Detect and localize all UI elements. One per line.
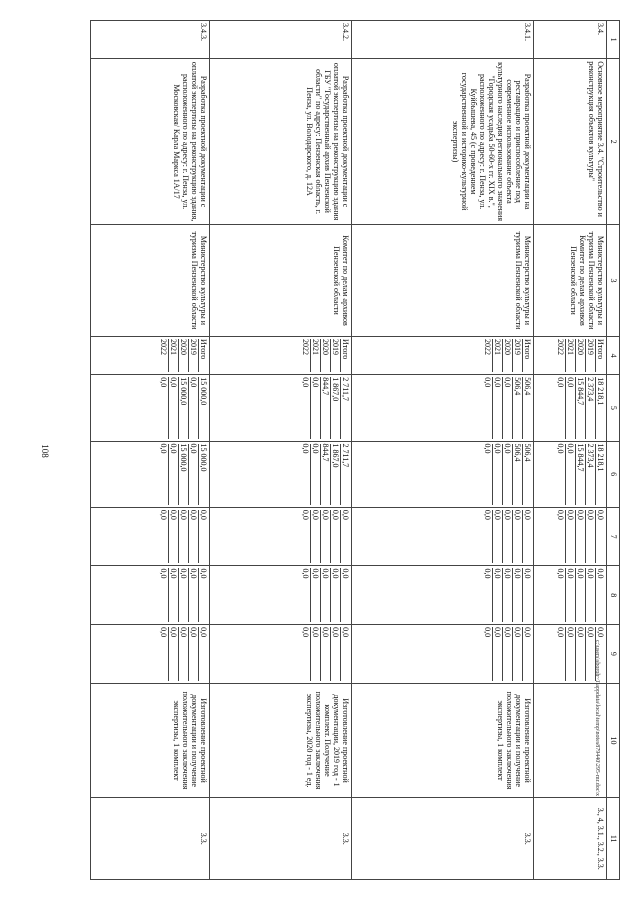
- year-value: 2021: [566, 339, 576, 372]
- amount-value: 0,0: [513, 627, 523, 681]
- year-value: 2020: [321, 339, 331, 372]
- amount-value: 0,0: [311, 377, 321, 438]
- amount-value: 0,0: [331, 510, 341, 564]
- amount-value: 0,0: [159, 568, 169, 622]
- amount-value: 0,0: [301, 444, 311, 505]
- amount-value: 0,0: [483, 377, 493, 438]
- amount-value: 0,0: [311, 568, 321, 622]
- amount-value: 0,0: [198, 568, 208, 579]
- funding-cell-8: [91, 566, 210, 625]
- header-cell: 2: [607, 59, 620, 225]
- amount-value: 0,0: [179, 627, 189, 681]
- amount-value: 15 000,0: [198, 443, 208, 472]
- amount-value: 0,0: [503, 510, 513, 564]
- amount-value: 844,7: [321, 444, 331, 505]
- amount-value: 0,0: [311, 510, 321, 564]
- amount-value: 0,0: [522, 627, 532, 638]
- year-value: Итого: [596, 339, 606, 360]
- amount-value: 15 844,7: [576, 444, 586, 505]
- amount-value: 0,0: [321, 568, 331, 622]
- year-value: Итого: [341, 339, 351, 360]
- indicator-link: 3., 4, 3.1., 3.2., 3.3.: [533, 798, 606, 880]
- amount-value: 15 000,0: [179, 444, 189, 505]
- row-number: 3.4.: [533, 21, 606, 59]
- funding-cell-8: [533, 566, 606, 625]
- amount-value: 1 867,0: [331, 377, 341, 438]
- header-cell: 11: [607, 798, 620, 880]
- year-value: 2019: [586, 339, 596, 372]
- amount-value: 0,0: [586, 627, 596, 681]
- amount-value: 0,0: [556, 377, 566, 438]
- year-value: 2020: [179, 339, 189, 372]
- year-value: 2019: [331, 339, 341, 372]
- footer-file-path: c:\users\sboroh~1\appdata\local\temp\notes879440\295-mr.doc\x: [594, 640, 600, 797]
- year-value: 2022: [159, 339, 169, 372]
- amount-value: 844,7: [321, 377, 331, 438]
- amount-value: 0,0: [311, 444, 321, 505]
- total-funding-cell: [533, 375, 606, 441]
- funding-cell-7: [352, 507, 533, 566]
- executor-text: Министерство культуры и туризма Пензенской области Комитет по делам архивов Пензенской области: [533, 224, 606, 336]
- total-funding-cell: [352, 375, 533, 441]
- amount-value: 0,0: [189, 568, 199, 622]
- indicator-link: 3.3.: [91, 798, 210, 880]
- year-value: 2022: [483, 339, 493, 372]
- year-value: 2020: [503, 339, 513, 372]
- header-row: [607, 21, 620, 880]
- amount-value: 15 000,0: [198, 377, 208, 406]
- executor-text: Министерство культуры и туризма Пензенской области: [91, 224, 210, 336]
- amount-value: 0,0: [311, 627, 321, 681]
- rotated-table-container: [90, 20, 620, 880]
- amount-value: 0,0: [483, 444, 493, 505]
- amount-value: 0,0: [576, 568, 586, 622]
- amount-value: 0,0: [493, 627, 503, 681]
- executor-text: Министерство культуры и туризма Пензенской области: [352, 224, 533, 336]
- amount-value: 1 867,0: [331, 444, 341, 505]
- header-cell: 8: [607, 566, 620, 625]
- amount-value: 0,0: [522, 509, 532, 520]
- year-value: 2022: [556, 339, 566, 372]
- amount-value: 0,0: [341, 568, 351, 579]
- amount-value: 0,0: [503, 377, 513, 438]
- amount-value: 0,0: [179, 568, 189, 622]
- amount-value: 0,0: [189, 627, 199, 681]
- regional-funding-cell: [209, 441, 352, 507]
- amount-value: 2 373,4: [586, 444, 596, 505]
- amount-value: 0,0: [522, 568, 532, 579]
- activity-text: Разработка проектной документации на реставрацию и приспособление под современное использование объекта культурного наследия регионального значения "Городская усадьба 50-60-х гг. XIX в.", расположенного по адресу: г. Пенза, ул. Куйбышева, 45 (с проведением государственной и историко-культурной экспертизы): [352, 59, 533, 225]
- amount-value: 0,0: [341, 627, 351, 638]
- amount-value: 0,0: [556, 627, 566, 681]
- result-text: Изготовление проектной документации, 2019 год - 1 комплект. Получение положительного заключения экспертизы, 2020 год - 1 ед.: [209, 683, 352, 798]
- amount-value: 2 711,7: [341, 443, 351, 468]
- amount-value: 0,0: [493, 444, 503, 505]
- amount-value: 0,0: [493, 568, 503, 622]
- amount-value: 0,0: [159, 627, 169, 681]
- row-number: 3.4.1.: [352, 21, 533, 59]
- executor-text: Комитет по делам архивов Пензенской области: [209, 224, 352, 336]
- year-value: 2020: [576, 339, 586, 372]
- amount-value: 0,0: [198, 509, 208, 520]
- funding-cell-7: [91, 507, 210, 566]
- amount-value: 0,0: [179, 510, 189, 564]
- amount-value: 0,0: [566, 377, 576, 438]
- amount-value: 506,4: [513, 444, 523, 505]
- indicator-link: 3.3.: [352, 798, 533, 880]
- amount-value: 0,0: [513, 568, 523, 622]
- activity-text: Основное мероприятие 3.4. "Строительство и реконструкция объектов культуры": [533, 59, 606, 225]
- amount-value: 0,0: [301, 568, 311, 622]
- amount-value: 0,0: [586, 510, 596, 564]
- year-value: Итого: [198, 339, 208, 360]
- year-value: 2021: [311, 339, 321, 372]
- year-value: 2022: [301, 339, 311, 372]
- amount-value: 0,0: [331, 627, 341, 681]
- activity-text: Разработка проектной документации с оплатой экспертизы на реконструкцию здания ГБУ "Государственный архив Пензенской области" по адресу: Пензенская область, г. Пенза, ул. Володарского, д. 12А: [209, 59, 352, 225]
- amount-value: 0,0: [159, 444, 169, 505]
- amount-value: 0,0: [301, 377, 311, 438]
- funding-cell-8: [209, 566, 352, 625]
- year-value: 2019: [513, 339, 523, 372]
- header-cell: 1: [607, 21, 620, 59]
- amount-value: 0,0: [596, 627, 606, 638]
- activity-text: Разработка проектной документации с оплатой экспертизы на реконструкцию здания, расположенного по адресу: г. Пенза, ул. Московская/ Карла Маркса 1А/17: [91, 59, 210, 225]
- amount-value: 0,0: [596, 568, 606, 579]
- years-cell: [209, 337, 352, 375]
- amount-value: 0,0: [493, 377, 503, 438]
- amount-value: 0,0: [301, 510, 311, 564]
- table-row: [209, 21, 352, 880]
- year-value: Итого: [522, 339, 532, 360]
- amount-value: 0,0: [483, 510, 493, 564]
- table-row: [352, 21, 533, 880]
- amount-value: 0,0: [301, 627, 311, 681]
- amount-value: 0,0: [321, 510, 331, 564]
- header-cell: 3: [607, 224, 620, 336]
- amount-value: 2 373,4: [586, 377, 596, 438]
- total-funding-cell: [209, 375, 352, 441]
- amount-value: 0,0: [566, 568, 576, 622]
- regional-funding-cell: [352, 441, 533, 507]
- total-funding-cell: [91, 375, 210, 441]
- amount-value: 0,0: [556, 444, 566, 505]
- year-value: 2021: [169, 339, 179, 372]
- amount-value: 0,0: [189, 510, 199, 564]
- table-row: [91, 21, 210, 880]
- amount-value: 0,0: [503, 568, 513, 622]
- amount-value: 0,0: [566, 444, 576, 505]
- years-cell: [91, 337, 210, 375]
- header-cell: 9: [607, 625, 620, 684]
- regional-funding-cell: [533, 441, 606, 507]
- amount-value: 0,0: [556, 568, 566, 622]
- row-number: 3.4.2.: [209, 21, 352, 59]
- amount-value: 506,4: [513, 377, 523, 438]
- funding-cell-8: [352, 566, 533, 625]
- amount-value: 0,0: [159, 510, 169, 564]
- amount-value: 0,0: [341, 509, 351, 520]
- year-value: 2021: [493, 339, 503, 372]
- amount-value: 0,0: [169, 444, 179, 505]
- header-cell: 10: [607, 683, 620, 798]
- result-text: Изготовление проектной документации и получение положительного заключения экспертизы, 1 комплект: [91, 683, 210, 798]
- amount-value: 15 000,0: [179, 377, 189, 438]
- funding-cell-7: [533, 507, 606, 566]
- funding-cell-9: [352, 625, 533, 684]
- program-activities-table: [90, 20, 620, 880]
- amount-value: 15 844,7: [576, 377, 586, 438]
- amount-value: 0,0: [169, 568, 179, 622]
- funding-cell-7: [209, 507, 352, 566]
- amount-value: 0,0: [169, 377, 179, 438]
- header-cell: 4: [607, 337, 620, 375]
- amount-value: 0,0: [513, 510, 523, 564]
- header-cell: 6: [607, 441, 620, 507]
- amount-value: 0,0: [159, 377, 169, 438]
- amount-value: 0,0: [169, 627, 179, 681]
- amount-value: 0,0: [331, 568, 341, 622]
- amount-value: 2 711,7: [341, 377, 351, 401]
- amount-value: 0,0: [503, 444, 513, 505]
- amount-value: 0,0: [493, 510, 503, 564]
- amount-value: 18 218,1: [596, 443, 606, 472]
- amount-value: 0,0: [566, 627, 576, 681]
- page-number: 108: [39, 444, 50, 458]
- amount-value: 0,0: [586, 568, 596, 622]
- years-cell: [352, 337, 533, 375]
- amount-value: 0,0: [566, 510, 576, 564]
- header-cell: 5: [607, 375, 620, 441]
- amount-value: 0,0: [483, 627, 493, 681]
- funding-cell-9: [91, 625, 210, 684]
- amount-value: 18 218,1: [596, 377, 606, 406]
- amount-value: 506,4: [522, 377, 532, 396]
- header-cell: 7: [607, 507, 620, 566]
- amount-value: 0,0: [169, 510, 179, 564]
- amount-value: 0,0: [576, 627, 586, 681]
- amount-value: 0,0: [189, 444, 199, 505]
- amount-value: 0,0: [483, 568, 493, 622]
- amount-value: 0,0: [503, 627, 513, 681]
- regional-funding-cell: [91, 441, 210, 507]
- result-text: Изготовление проектной документации и получение положительного заключения экспертизы, 1 комплект: [352, 683, 533, 798]
- amount-value: 0,0: [198, 627, 208, 638]
- years-cell: [533, 337, 606, 375]
- amount-value: 0,0: [596, 509, 606, 520]
- row-number: 3.4.3.: [91, 21, 210, 59]
- funding-cell-9: [209, 625, 352, 684]
- amount-value: 506,4: [522, 443, 532, 462]
- amount-value: 0,0: [576, 510, 586, 564]
- amount-value: 0,0: [556, 510, 566, 564]
- indicator-link: 3.3.: [209, 798, 352, 880]
- amount-value: 0,0: [189, 377, 199, 438]
- year-value: 2019: [189, 339, 199, 372]
- amount-value: 0,0: [321, 627, 331, 681]
